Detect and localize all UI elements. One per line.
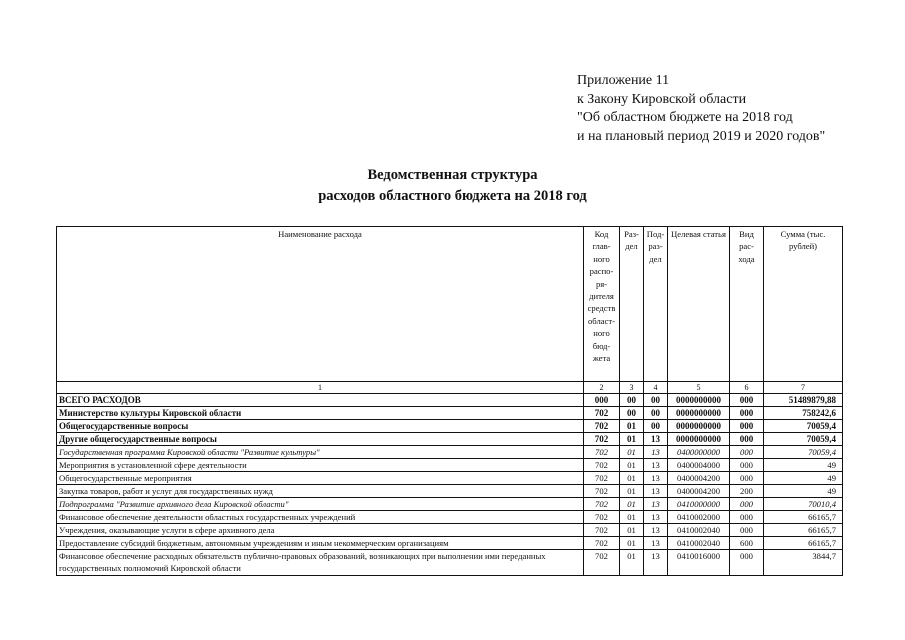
row-section: 01 [620, 550, 644, 576]
header-target: Целевая статья [668, 227, 730, 382]
row-section: 00 [620, 407, 644, 420]
title-line-1: Ведомственная структура [367, 167, 538, 183]
row-subsection: 00 [644, 420, 668, 433]
row-name: Учреждения, оказывающие услуги в сфере архивного дела [57, 524, 584, 537]
row-target: 0000000000 [668, 407, 730, 420]
row-type: 000 [730, 407, 764, 420]
row-code: 702 [584, 537, 620, 550]
row-name: Финансовое обеспечение деятельности областных государственных учреждений [57, 511, 584, 524]
table-row [57, 524, 843, 537]
row-target: 0410002000 [668, 511, 730, 524]
row-section: 01 [620, 420, 644, 433]
row-name: Государственная программа Кировской области "Развитие культуры" [57, 446, 584, 459]
row-section: 01 [620, 537, 644, 550]
row-type: 000 [730, 420, 764, 433]
column-number: 4 [644, 382, 668, 394]
header-sum: Сумма (тыс. рублей) [764, 227, 843, 382]
table-row [57, 433, 843, 446]
row-subsection: 13 [644, 550, 668, 576]
row-sum: 3844,7 [764, 550, 843, 576]
row-code: 702 [584, 550, 620, 576]
row-name: Мероприятия в установленной сфере деятельности [57, 459, 584, 472]
table-row [57, 420, 843, 433]
title-line-2: расходов областного бюджета на 2018 год [318, 188, 587, 204]
column-number: 1 [57, 382, 584, 394]
row-subsection: 13 [644, 472, 668, 485]
column-number: 2 [584, 382, 620, 394]
table-row [57, 485, 843, 498]
table-header-row [57, 227, 843, 382]
row-target: 0000000000 [668, 420, 730, 433]
row-sum: 66165,7 [764, 524, 843, 537]
row-type: 000 [730, 459, 764, 472]
column-number: 5 [668, 382, 730, 394]
row-code: 702 [584, 524, 620, 537]
budget-table [56, 226, 843, 576]
row-sum: 49 [764, 472, 843, 485]
row-code: 702 [584, 433, 620, 446]
row-name: Закупка товаров, работ и услуг для государственных нужд [57, 485, 584, 498]
row-code: 702 [584, 446, 620, 459]
row-name: Подпрограмма "Развитие архивного дела Кировской области" [57, 498, 584, 511]
row-section: 01 [620, 446, 644, 459]
row-target: 0410002040 [668, 537, 730, 550]
row-target: 0410002040 [668, 524, 730, 537]
table-row [57, 472, 843, 485]
row-subsection: 13 [644, 498, 668, 511]
row-code: 000 [584, 394, 620, 407]
row-name: Финансовое обеспечение расходных обязательств публично-правовых образований, возникающих при выполнении ими переданных государственных полномочий Кировской области [57, 550, 584, 576]
row-target: 0000000000 [668, 394, 730, 407]
row-section: 01 [620, 472, 644, 485]
row-section: 01 [620, 433, 644, 446]
row-sum: 66165,7 [764, 537, 843, 550]
annex-line-1: Приложение 11 [577, 73, 670, 88]
row-section: 00 [620, 394, 644, 407]
row-target: 0400000000 [668, 446, 730, 459]
table-row [57, 550, 843, 576]
annex-line-3: "Об областном бюджете на 2018 год [577, 110, 793, 125]
row-section: 01 [620, 498, 644, 511]
row-subsection: 13 [644, 537, 668, 550]
row-subsection: 13 [644, 485, 668, 498]
annex-line-4: и на плановый период 2019 и 2020 годов" [577, 128, 826, 144]
row-name: Министерство культуры Кировской области [57, 407, 584, 420]
row-subsection: 00 [644, 394, 668, 407]
column-number: 3 [620, 382, 644, 394]
column-number: 7 [764, 382, 843, 394]
row-section: 01 [620, 511, 644, 524]
table-body [57, 394, 843, 576]
document-title [0, 165, 905, 207]
row-section: 01 [620, 459, 644, 472]
row-type: 000 [730, 446, 764, 459]
row-section: 01 [620, 524, 644, 537]
row-code: 702 [584, 459, 620, 472]
row-sum: 70059,4 [764, 420, 843, 433]
table-row [57, 498, 843, 511]
row-name: Общегосударственные мероприятия [57, 472, 584, 485]
row-code: 702 [584, 498, 620, 511]
row-code: 702 [584, 407, 620, 420]
table-row [57, 394, 843, 407]
row-subsection: 13 [644, 459, 668, 472]
row-name: Другие общегосударственные вопросы [57, 433, 584, 446]
row-type: 000 [730, 511, 764, 524]
row-type: 000 [730, 498, 764, 511]
row-subsection: 13 [644, 511, 668, 524]
row-code: 702 [584, 485, 620, 498]
row-code: 702 [584, 420, 620, 433]
row-subsection: 13 [644, 524, 668, 537]
table-row [57, 459, 843, 472]
row-sum: 70010,4 [764, 498, 843, 511]
column-number-row [57, 382, 843, 394]
row-target: 0410016000 [668, 550, 730, 576]
row-sum: 758242,6 [764, 407, 843, 420]
row-target: 0410000000 [668, 498, 730, 511]
column-number: 6 [730, 382, 764, 394]
row-code: 702 [584, 511, 620, 524]
row-type: 200 [730, 485, 764, 498]
row-sum: 49 [764, 485, 843, 498]
row-sum: 70059,4 [764, 446, 843, 459]
row-name: ВСЕГО РАСХОДОВ [57, 394, 584, 407]
row-type: 000 [730, 472, 764, 485]
header-name: Наименование расхода [57, 227, 584, 382]
row-sum: 51489879,88 [764, 394, 843, 407]
row-type: 600 [730, 537, 764, 550]
row-type: 000 [730, 433, 764, 446]
row-target: 0400004200 [668, 472, 730, 485]
row-sum: 66165,7 [764, 511, 843, 524]
row-sum: 49 [764, 459, 843, 472]
row-name: Предоставление субсидий бюджетным, автономным учреждениям и иным некоммерческим организациям [57, 537, 584, 550]
row-name: Общегосударственные вопросы [57, 420, 584, 433]
annex-block [577, 72, 897, 146]
row-code: 702 [584, 472, 620, 485]
annex-line-2: к Закону Кировской области [577, 91, 747, 107]
header-type: Вид рас-хода [730, 227, 764, 382]
header-code: Код глав-ного распо-ря-дителя средств област-ного бюд-жета [584, 227, 620, 382]
row-target: 0400004200 [668, 485, 730, 498]
table-row [57, 446, 843, 459]
row-sum: 70059,4 [764, 433, 843, 446]
header-section: Раз-дел [620, 227, 644, 382]
table-row [57, 537, 843, 550]
row-target: 0000000000 [668, 433, 730, 446]
row-subsection: 13 [644, 433, 668, 446]
table-row [57, 511, 843, 524]
header-subsection: Под-раз-дел [644, 227, 668, 382]
row-section: 01 [620, 485, 644, 498]
row-type: 000 [730, 550, 764, 576]
row-type: 000 [730, 394, 764, 407]
row-type: 000 [730, 524, 764, 537]
row-subsection: 13 [644, 446, 668, 459]
row-subsection: 00 [644, 407, 668, 420]
table-row [57, 407, 843, 420]
row-target: 0400004000 [668, 459, 730, 472]
